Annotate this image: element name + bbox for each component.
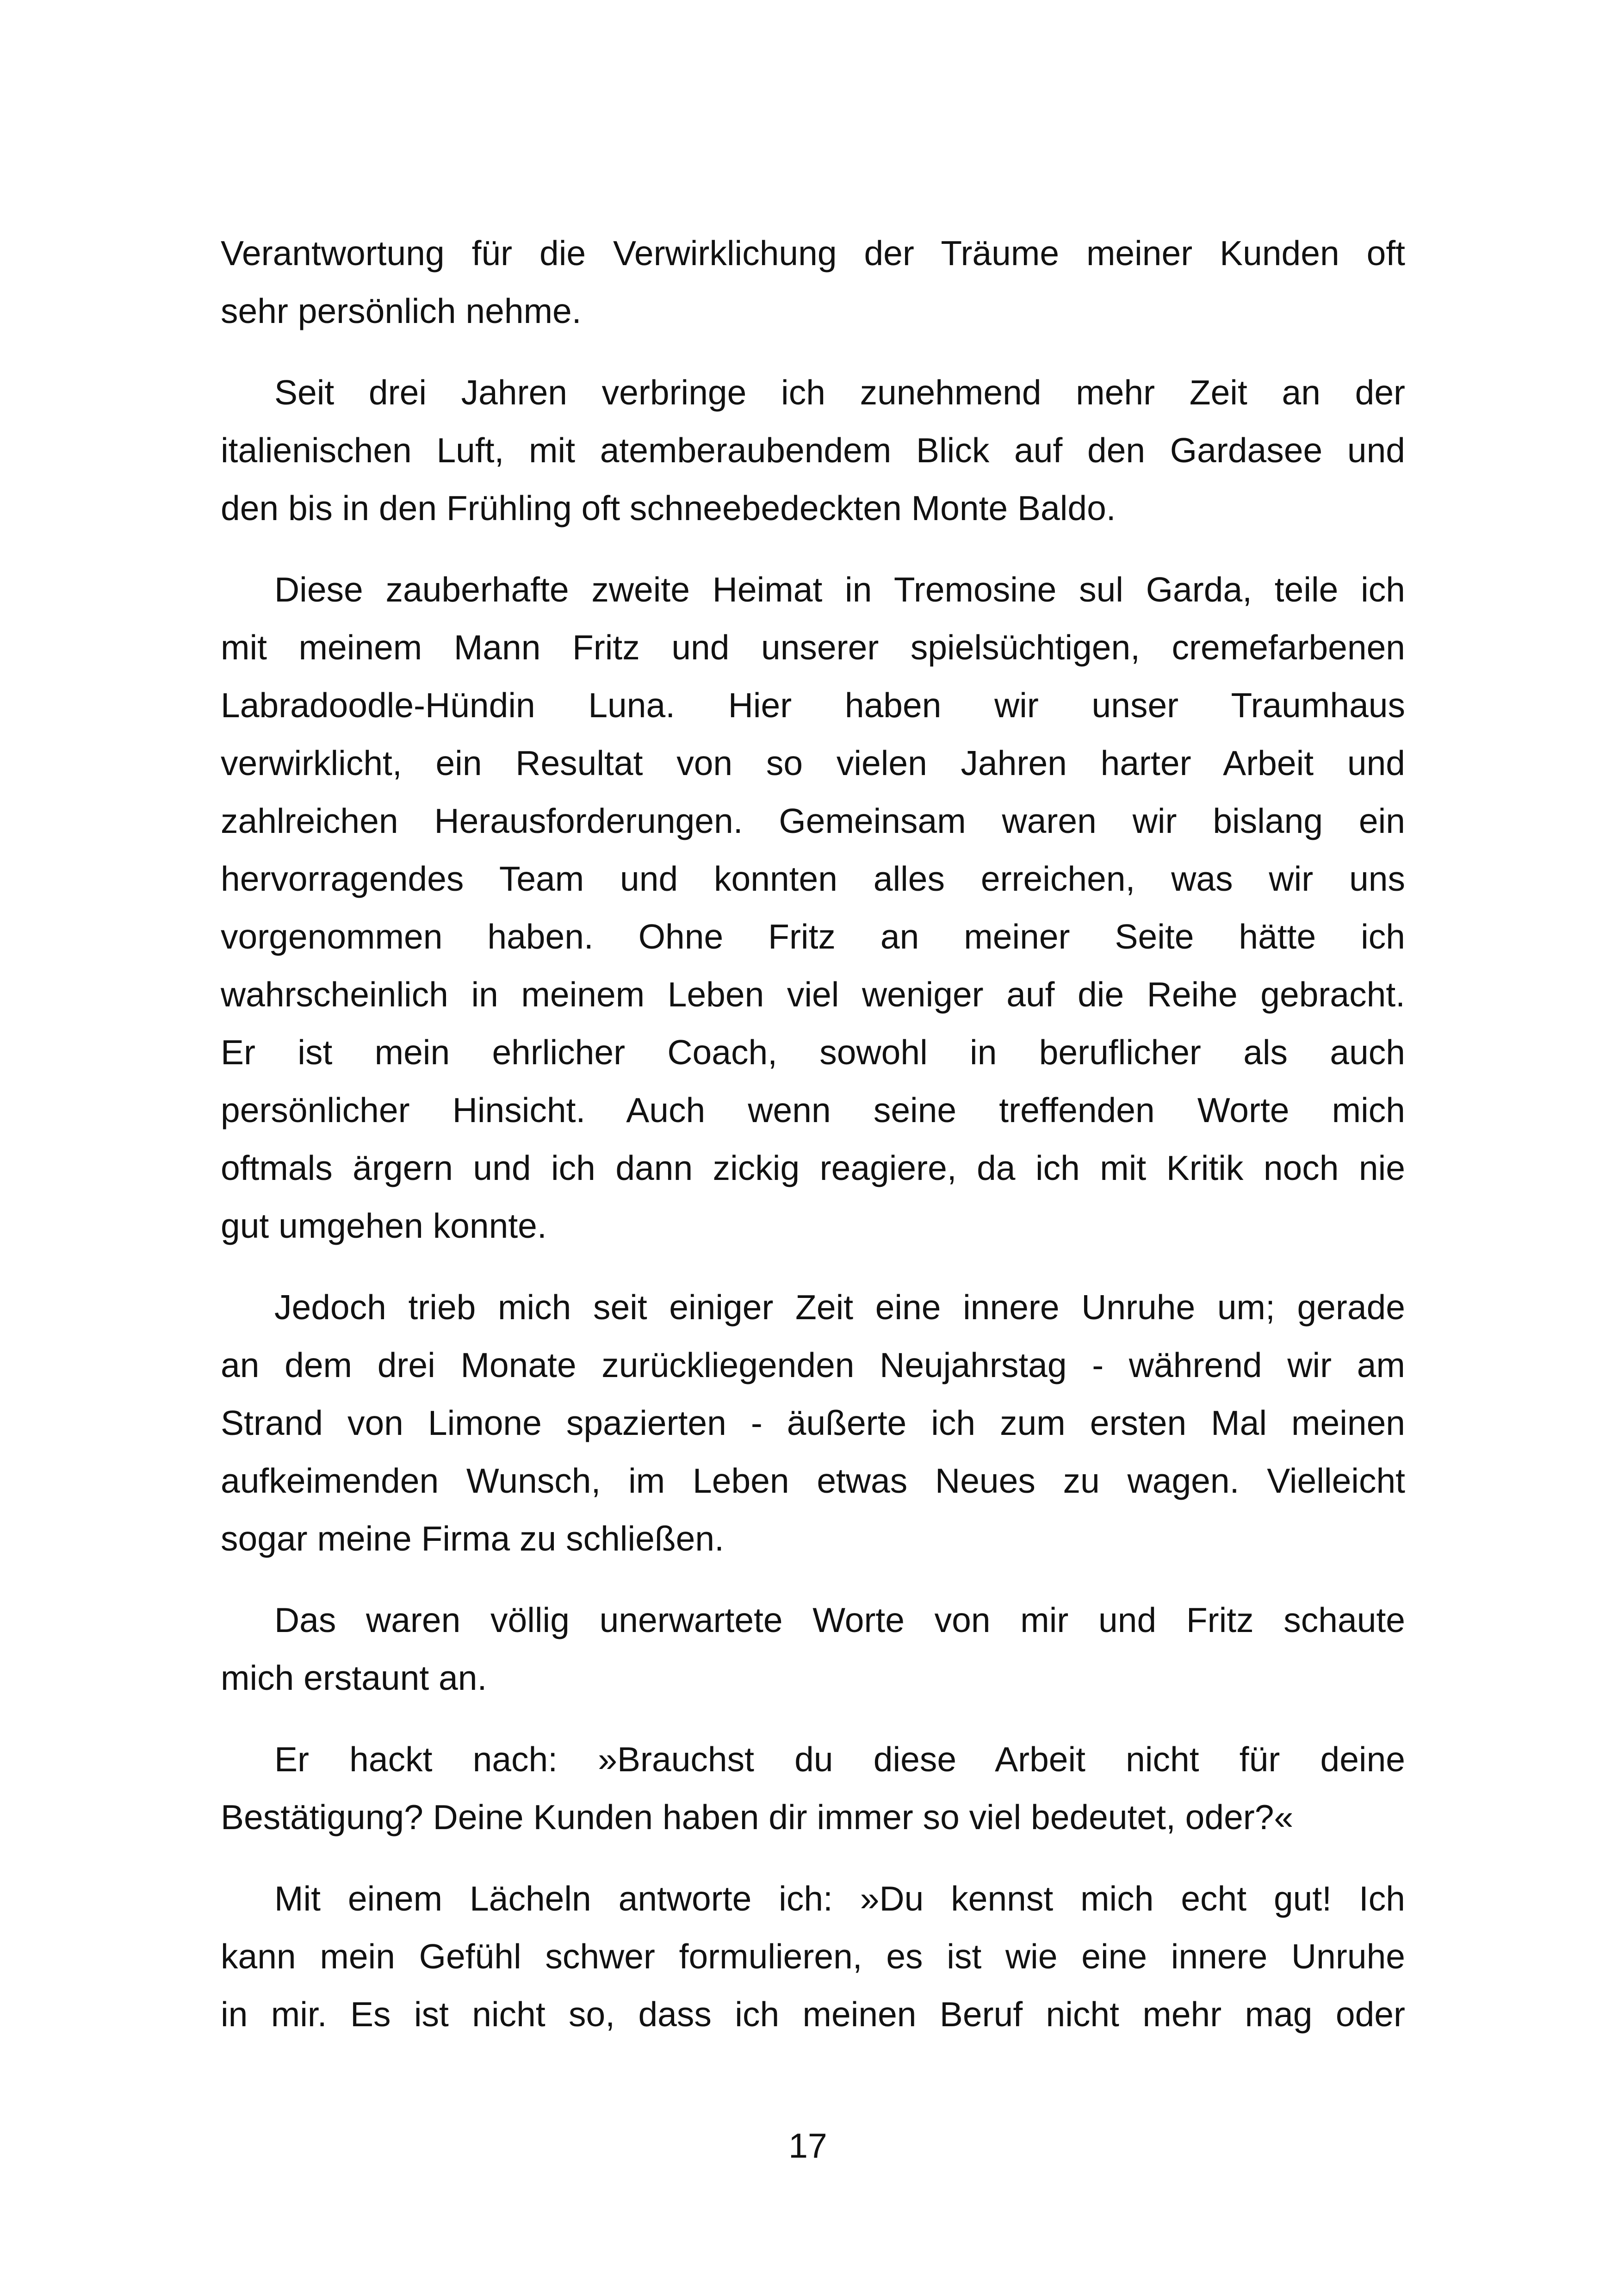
text-line: Labradoodle-Hündin Luna. Hier haben wir unser Traumhaus [221,686,1405,725]
text-line: oftmals ärgern und ich dann zickig reagiere, da ich mit Kritik noch nie [221,1148,1405,1187]
text-line: verwirklicht, ein Resultat von so vielen Jahren harter Arbeit und [221,744,1405,782]
text-line: persönlicher Hinsicht. Auch wenn seine treffenden Worte mich [221,1091,1405,1129]
text-line: Bestätigung? Deine Kunden haben dir immer so viel bedeutet, oder?« [221,1798,1294,1837]
paragraph [221,1591,1405,1707]
text-line: Verantwortung für die Verwirklichung der Träume meiner Kunden oft [221,234,1405,273]
text-line: vorgenommen haben. Ohne Fritz an meiner Seite hätte ich [221,917,1405,956]
body-text [221,224,1405,2043]
text-line: Mit einem Lächeln antworte ich: »Du kennst mich echt gut! Ich [274,1879,1405,1918]
paragraph [221,364,1405,537]
text-line: Diese zauberhafte zweite Heimat in Tremosine sul Garda, teile ich [274,570,1405,609]
text-line: an dem drei Monate zurückliegenden Neujahrstag - während wir am [221,1346,1405,1384]
text-line: wahrscheinlich in meinem Leben viel weniger auf die Reihe gebracht. [221,975,1405,1014]
text-line: mit meinem Mann Fritz und unserer spielsüchtigen, cremefarbenen [221,628,1405,667]
text-line: in mir. Es ist nicht so, dass ich meinen Beruf nicht mehr mag oder [221,1995,1405,2034]
paragraph [221,224,1405,340]
text-line: kann mein Gefühl schwer formulieren, es ist wie eine innere Unruhe [221,1937,1405,1976]
text-line: Das waren völlig unerwartete Worte von mir und Fritz schaute [274,1601,1405,1639]
text-line: aufkeimenden Wunsch, im Leben etwas Neues zu wagen. Vielleicht [221,1461,1405,1500]
text-line: den bis in den Frühling oft schneebedeckten Monte Baldo. [221,489,1116,527]
text-line: italienischen Luft, mit atemberaubendem Blick auf den Gardasee und [221,431,1405,470]
text-line: sogar meine Firma zu schließen. [221,1519,724,1558]
paragraph [221,1278,1405,1568]
text-line: sehr persönlich nehme. [221,292,582,330]
text-line: gut umgehen konnte. [221,1206,547,1245]
text-line: hervorragendes Team und konnten alles erreichen, was wir uns [221,859,1405,898]
page-number: 17 [788,2126,827,2165]
text-line: Er ist mein ehrlicher Coach, sowohl in beruflicher als auch [221,1033,1405,1072]
paragraph [221,561,1405,1255]
text-line: Strand von Limone spazierten - äußerte ich zum ersten Mal meinen [221,1403,1405,1442]
text-line: mich erstaunt an. [221,1658,487,1697]
text-line: Jedoch trieb mich seit einiger Zeit eine innere Unruhe um; gerade [274,1288,1405,1327]
text-line: Er hackt nach: »Brauchst du diese Arbeit nicht für deine [274,1740,1405,1779]
text-line: Seit drei Jahren verbringe ich zunehmend mehr Zeit an der [274,373,1405,412]
paragraph [221,1731,1405,1846]
text-line: zahlreichen Herausforderungen. Gemeinsam waren wir bislang ein [221,801,1405,840]
paragraph [221,1870,1405,2043]
